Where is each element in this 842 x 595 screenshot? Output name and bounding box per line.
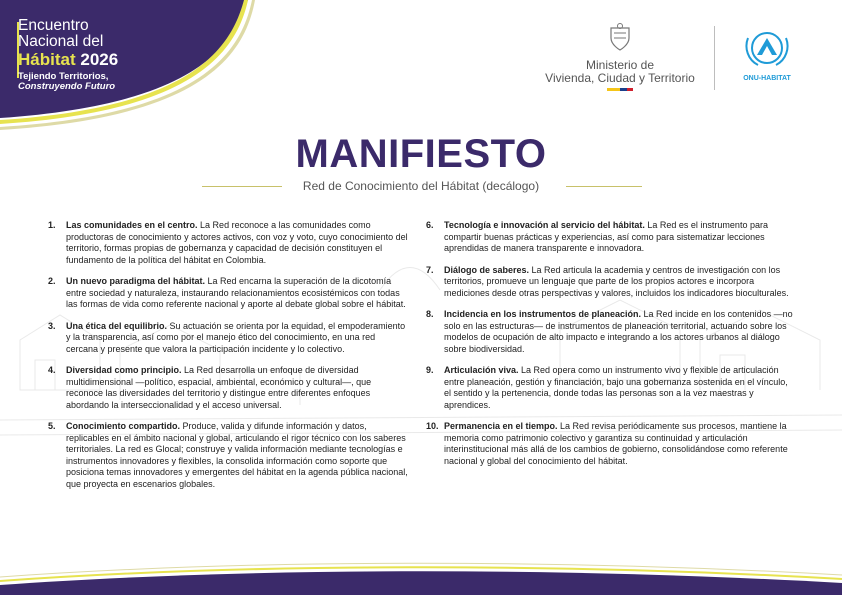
event-title-line1: Encuentro	[18, 17, 89, 34]
item-heading: Tecnología e innovación al servicio del hábitat.	[444, 220, 645, 230]
subtitle-rule-right	[566, 186, 642, 187]
item-number: 8.	[426, 309, 434, 319]
item-text	[444, 265, 794, 300]
item-heading: Diversidad como principio.	[66, 365, 182, 375]
event-word-habitat: Hábitat	[18, 50, 76, 69]
item-body: La Red articula la academia y centros de investigación con los territorios, promueve un lenguaje que parte de los propios actores e incorpora mediciones desde otras perspectivas y valores, incluidos los indicadores bioculturales.	[444, 264, 789, 298]
item-text	[444, 220, 794, 255]
page-subtitle: Red de Conocimiento del Hábitat (decálogo)	[302, 179, 540, 193]
item-text	[66, 276, 408, 311]
item-text	[66, 421, 408, 490]
item-text	[444, 421, 794, 467]
item-number: 6.	[426, 220, 434, 230]
item-body: La Red reconoce a las comunidades como productoras de conocimiento y actores activos, con voz y voto, cuyo conocimiento del territorio, formas propias de gobernanza y capacidad de decisión constituyen el fundamento de la política del hábitat en Colombia.	[66, 220, 408, 265]
item-body: Su actuación se orienta por la equidad, el empoderamiento y la transparencia, así como por el manejo ético del conocimiento, en una red cercana y presente que valora la participación incidente y lo colectivo.	[66, 320, 406, 354]
item-heading: Permanencia en el tiempo.	[444, 421, 558, 431]
onu-habitat-label: ONU-HABITAT	[743, 75, 791, 82]
item-text	[444, 365, 794, 411]
item-number: 2.	[48, 276, 56, 286]
onu-habitat-emblem-icon	[742, 28, 792, 68]
item-body: La Red incide en los contenidos —no solo en las estructuras— de instrumentos de planeación territorial, actuando sobre los modelos de ocupación de alto impacto e integrando a los actores urbanos al diálogo sobre biodiversidad.	[444, 309, 793, 354]
event-badge	[18, 18, 118, 92]
event-year: 2026	[80, 50, 119, 69]
item-heading: Las comunidades en el centro.	[66, 220, 198, 230]
decalogue-item	[48, 276, 408, 311]
ministry-logo	[520, 22, 720, 91]
item-heading: Un nuevo paradigma del hábitat.	[66, 276, 206, 286]
item-number: 1.	[48, 220, 56, 230]
item-heading: Una ética del equilibrio.	[66, 320, 168, 331]
item-text	[66, 321, 408, 356]
item-heading: Articulación viva.	[444, 365, 519, 375]
item-heading: Diálogo de saberes.	[444, 264, 530, 275]
item-body: La Red es el instrumento para compartir buenas prácticas y experiencias, así como para sistematizar lecciones aprendidas de manera transparente e innovadora.	[444, 220, 768, 253]
item-text	[66, 220, 408, 266]
decalogue-item	[426, 220, 794, 255]
event-title-line3	[18, 50, 118, 69]
logo-divider	[714, 26, 715, 90]
colombia-flag-stripe	[607, 88, 633, 91]
decalogue-item	[48, 220, 408, 266]
decalogue-item	[48, 365, 408, 411]
item-body: La Red opera como un instrumento vivo y flexible de articulación entre planeación, gestión y financiación, bajo una gobernanza sostenida en el vínculo, el sentido y la pertenencia, donde todas las personas son a la vez maestras y aprendices.	[444, 365, 788, 410]
decalogue-item	[48, 421, 408, 490]
item-number: 7.	[426, 264, 434, 275]
item-body: La Red encarna la superación de la dicotomía entre sociedad y naturaleza, instaurando relacionamientos ecosistémicos con todas las formas de vida como referente nacional y aporte al debate global sobre el hábitat.	[66, 276, 406, 309]
item-number: 5.	[48, 421, 56, 431]
ministry-line1: Ministerio de	[585, 58, 655, 72]
onu-habitat-logo	[735, 28, 799, 82]
ministry-line2: Vivienda, Ciudad y Territorio	[545, 71, 695, 85]
bottom-wave-decoration	[0, 555, 842, 595]
item-number: 9.	[426, 365, 434, 375]
event-tagline2: Construyendo Futuro	[18, 81, 116, 92]
decalogue-item	[426, 365, 794, 411]
decalogue-item	[48, 321, 408, 356]
item-number: 10.	[426, 421, 439, 431]
item-body: La Red revisa periódicamente sus procesos, mantiene la memoria como patrimonio colectivo y garantiza su continuidad y articulación interinstitucional más allá de los cambios de gobierno, consolidándose como referente nacional y global del conocimiento del hábitat.	[444, 421, 788, 466]
event-tagline1: Tejiendo Territorios,	[18, 71, 109, 82]
decalogue-item	[426, 265, 794, 300]
item-heading: Incidencia en los instrumentos de planeación.	[444, 309, 642, 319]
item-text	[444, 309, 794, 355]
item-heading: Conocimiento compartido.	[66, 421, 181, 431]
decalogue-item	[426, 421, 794, 467]
decalogue-left-column	[48, 220, 408, 500]
decalogue-item	[426, 309, 794, 355]
item-number: 3.	[48, 320, 56, 331]
item-body: Produce, valida y difunde información y datos, replicables en el ámbito nacional y global, articulando el rigor técnico con los saberes territoriales. La red es Glocal; construye y valida información mediante tecnologías e instrumentos innovadores y flexibles, la consolida información como soporte que posiciona temas innovadores y emergentes del hábitat en la agenda pública nacional, que proyecta en escenarios globales.	[66, 421, 408, 489]
event-title-line2: Nacional del	[18, 33, 104, 50]
item-number: 4.	[48, 365, 56, 375]
item-text	[66, 365, 408, 411]
decalogue-right-column	[426, 220, 794, 477]
colombia-shield-icon	[607, 22, 633, 52]
page-title: MANIFIESTO	[295, 132, 547, 176]
item-body: La Red desarrolla un enfoque de diversidad multidimensional —político, espacial, ambiental, económico y cultural—, que reconoce las diversidades del territorio y distingue entre diferentes enfoques abordando la interseccionalidad y el acceso universal.	[66, 365, 372, 410]
